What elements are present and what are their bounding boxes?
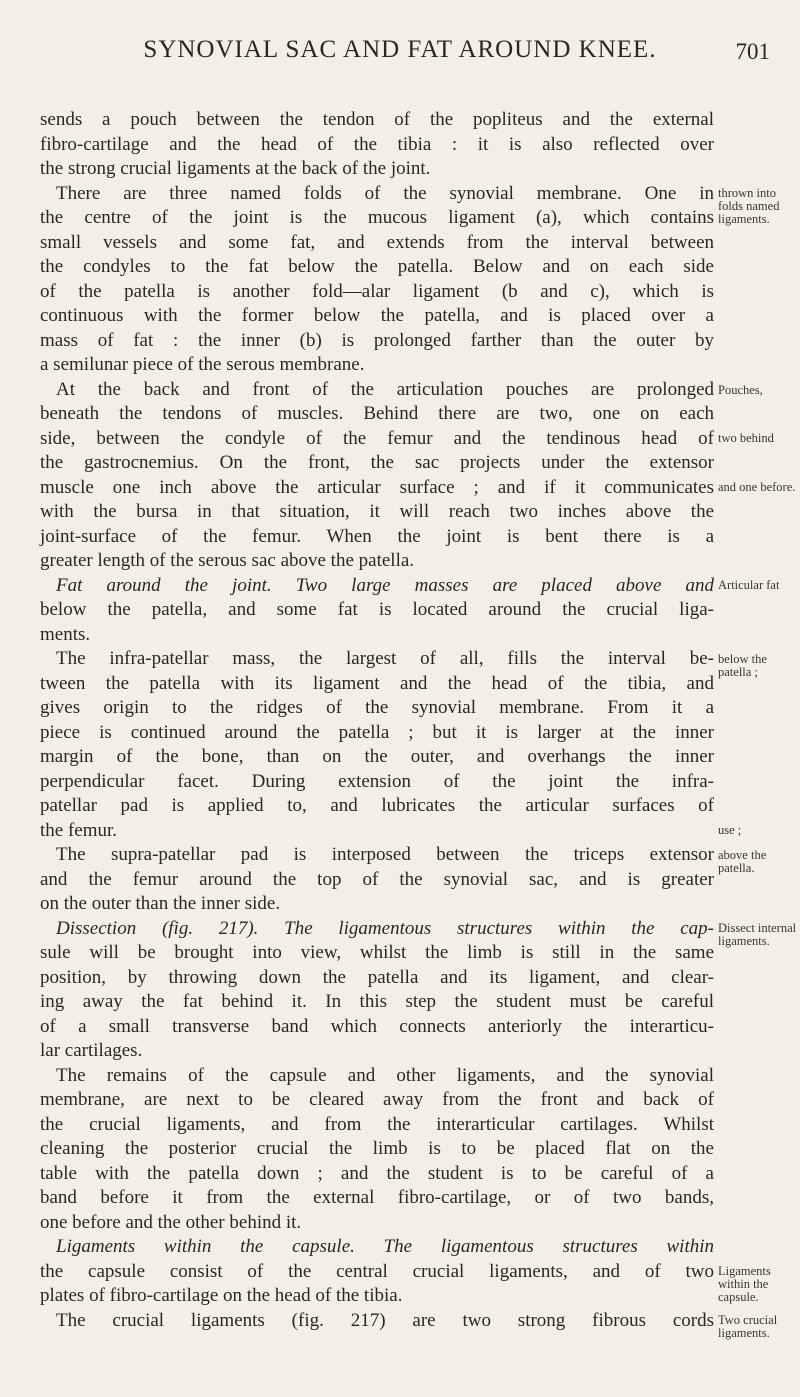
text-line: There are three named folds of the synovial membrane. One in <box>56 182 714 204</box>
text-line: greater length of the serous sac above the patella. <box>40 550 415 571</box>
text-line: the strong crucial ligaments at the back of the joint. <box>40 158 431 179</box>
margin-note: use ; <box>718 823 742 837</box>
text-line: The supra-patellar pad is interposed between the triceps extensor <box>56 844 714 865</box>
margin-note: Pouches, <box>718 383 763 397</box>
margin-note: Two crucial ligaments. <box>718 1313 778 1340</box>
text-line: cleaning the posterior crucial the limb is to be placed flat on the <box>40 1138 714 1159</box>
text-line: the capsule consist of the central crucial ligaments, and of two <box>40 1260 714 1282</box>
text-line: tween the patella with its ligament and the head of the tibia, and <box>40 672 714 694</box>
text-line: position, by throwing down the patella and its ligament, and clear- <box>40 966 714 988</box>
text-line: the femur. <box>40 819 118 841</box>
margin-note: thrown into folds named ligaments. <box>718 186 780 226</box>
margin-note: below the patella ; <box>718 652 767 679</box>
margin-note: two behind <box>718 431 774 445</box>
text-line: the crucial ligaments, and from the interarticular cartilages. Whilst <box>40 1113 714 1135</box>
text-line: At the back and front of the articulation pouches are prolonged <box>56 378 714 400</box>
text-line: The infra-patellar mass, the largest of all, fills the interval be- <box>56 648 714 669</box>
text-line: The remains of the capsule and other ligaments, and the synovial <box>56 1064 714 1086</box>
text-line: ing away the fat behind it. In this step the student must be careful <box>40 991 714 1012</box>
page-number: 701 <box>735 39 770 64</box>
page-header <box>0 36 800 76</box>
text-line: of the patella is another fold—alar ligament (b and c), which is <box>40 280 714 302</box>
text-line: mass of fat : the inner (b) is prolonged farther than the outer by <box>40 329 714 351</box>
text-line: joint-surface of the femur. When the joint is bent there is a <box>40 525 714 547</box>
margin-note: Articular fat <box>718 578 780 592</box>
text-line: the gastrocnemius. On the front, the sac projects under the extensor <box>40 452 714 473</box>
text-line: the condyles to the fat below the patella. Below and on each side <box>40 256 714 277</box>
text-line: The crucial ligaments (fig. 217) are two strong fibrous cords <box>56 1309 714 1331</box>
text-line: ments. <box>40 623 91 645</box>
section-heading-line: Fat around the joint. Two large masses are placed above and <box>56 574 714 596</box>
section-heading-line: Ligaments within the capsule. The ligamentous structures within <box>56 1236 714 1257</box>
text-line: one before and the other behind it. <box>40 1211 302 1233</box>
text-line: band before it from the external fibro-cartilage, or of two bands, <box>40 1187 714 1208</box>
body-text <box>40 108 714 1333</box>
text-line: on the outer than the inner side. <box>40 893 281 914</box>
text-line: muscle one inch above the articular surface ; and if it communicates <box>40 476 714 498</box>
text-line: the centre of the joint is the mucous ligament (a), which contains <box>40 207 714 228</box>
margin-note: Ligaments within the capsule. <box>718 1264 771 1304</box>
text-line: fibro-cartilage and the head of the tibia : it is also reflected over <box>40 133 714 155</box>
text-line: side, between the condyle of the femur and the tendinous head of <box>40 427 714 449</box>
text-line: of a small transverse band which connects anteriorly the interarticu- <box>40 1015 714 1037</box>
margin-note: above the patella. <box>718 848 767 875</box>
text-line: gives origin to the ridges of the synovial membrane. From it a <box>40 697 714 718</box>
running-head: SYNOVIAL SAC AND FAT AROUND KNEE. <box>143 36 657 63</box>
text-line: sends a pouch between the tendon of the popliteus and the external <box>40 109 714 130</box>
text-line: perpendicular facet. During extension of the joint the infra- <box>40 770 714 792</box>
text-line: sule will be brought into view, whilst the limb is still in the same <box>40 942 714 963</box>
text-line: plates of fibro-cartilage on the head of the tibia. <box>40 1285 403 1306</box>
text-line: beneath the tendons of muscles. Behind there are two, one on each <box>40 403 714 424</box>
text-line: with the bursa in that situation, it will reach two inches above the <box>40 501 714 522</box>
text-line: table with the patella down ; and the student is to be careful of a <box>40 1162 714 1184</box>
text-line: lar cartilages. <box>40 1040 143 1061</box>
text-line: and the femur around the top of the synovial sac, and is greater <box>40 868 714 890</box>
text-line: continuous with the former below the patella, and is placed over a <box>40 305 714 326</box>
margin-note: and one before. <box>718 480 796 494</box>
text-line: piece is continued around the patella ; but it is larger at the inner <box>40 721 714 743</box>
text-line: small vessels and some fat, and extends from the interval between <box>40 231 714 253</box>
text-line: membrane, are next to be cleared away from the front and back of <box>40 1089 714 1110</box>
section-heading-line: Dissection (fig. 217). The ligamentous structures within the cap- <box>56 917 714 939</box>
text-line: margin of the bone, than on the outer, and overhangs the inner <box>40 746 714 767</box>
text-line: patellar pad is applied to, and lubricates the articular surfaces of <box>40 795 714 816</box>
margin-note: Dissect internal ligaments. <box>718 921 797 948</box>
text-line: a semilunar piece of the serous membrane. <box>40 354 365 375</box>
text-line: below the patella, and some fat is located around the crucial liga- <box>40 599 714 620</box>
